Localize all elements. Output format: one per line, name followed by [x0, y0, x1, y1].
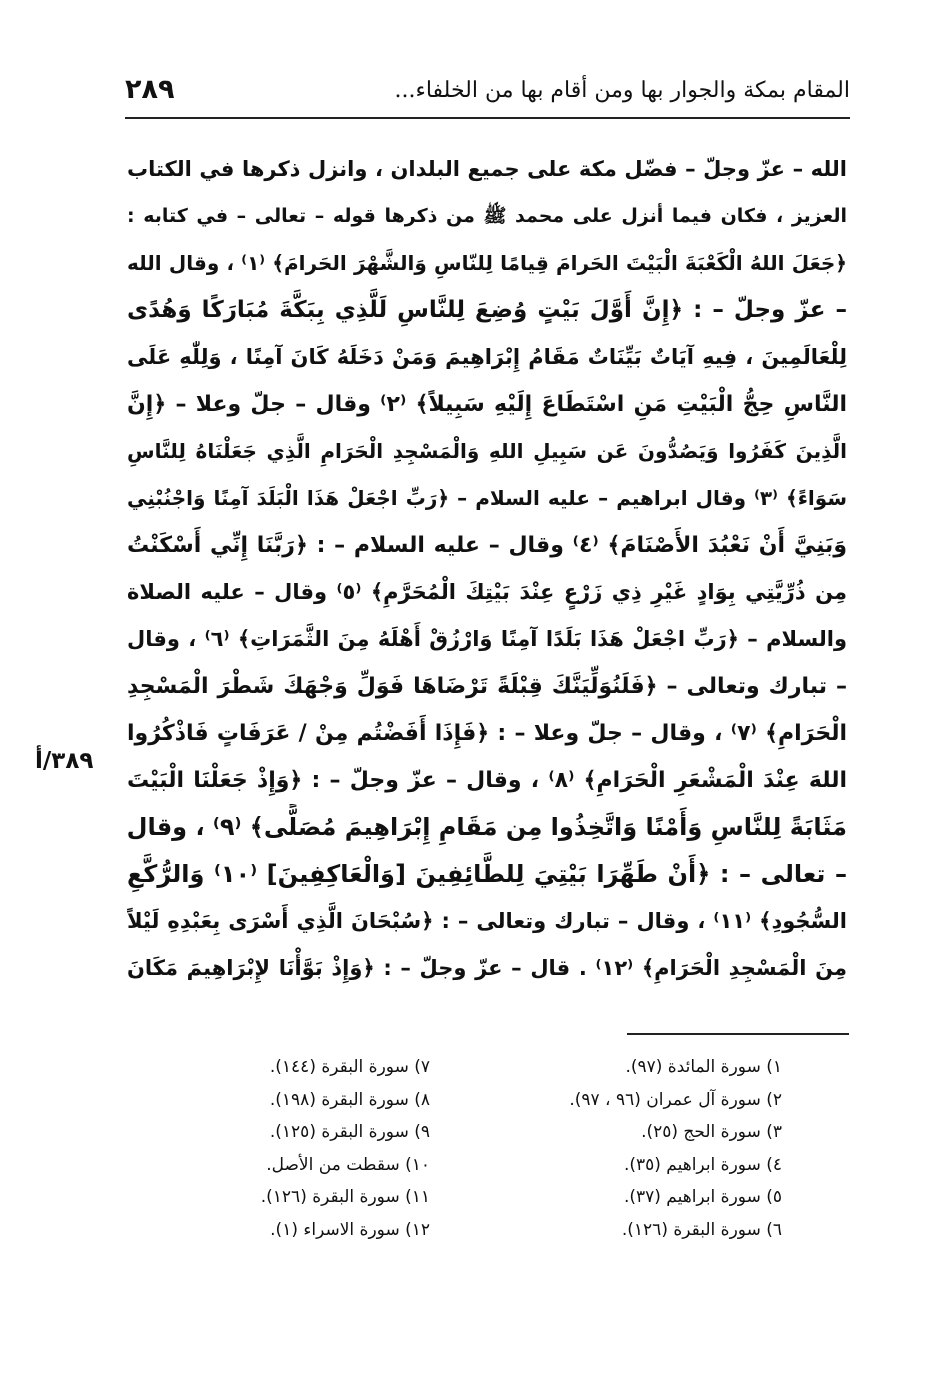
footnote: ١) سورة المائدة (٩٧). — [625, 1057, 782, 1077]
running-title: المقام بمكة والجوار بها ومن أقام بها من الخلفاء... — [394, 78, 850, 103]
footnote: ٦) سورة البقرة (١٢٦). — [621, 1219, 782, 1240]
text-line: العزيز ، فكان فيما أنزل على محمد ﷺ من ذكرها قوله – تعالى – في كتابه : — [127, 205, 847, 227]
main-text — [127, 146, 847, 992]
text-line: – تعالى – : ﴿أَنْ طَهِّرَا بَيْتِيَ لِلطَّائِفِينَ [وَالْعَاكِفِينَ] ⁽١٠⁾ وَالرُّكَّعِ — [127, 860, 847, 888]
text-line: سَوَاءً﴾ ⁽٣⁾ وقال ابراهيم – عليه السلام – ﴿رَبِّ اجْعَلْ هَذَا الْبَلَدَ آمِنًا وَاجْنُبْنِي — [127, 486, 847, 510]
page-number: ٢٨٩ — [125, 74, 175, 105]
footnote: ٨) سورة البقرة (١٩٨). — [269, 1089, 430, 1110]
footnote: ٤) سورة ابراهيم (٣٥). — [623, 1154, 782, 1175]
text-line: مَثَابَةً لِلنَّاسِ وَأَمْنًا وَاتَّخِذُوا مِن مَقَامِ إِبْرَاهِيمَ مُصَلًّى﴾ ⁽٩⁾ ، وقال — [127, 813, 847, 841]
text-line: اللهَ عِنْدَ الْمَشْعَرِ الْحَرَامِ﴾ ⁽٨⁾ ، وقال – عزّ وجلّ – : ﴿وَإِذْ جَعَلْنَا الْبَيْتَ — [127, 768, 847, 793]
text-line: والسلام – ﴿رَبِّ اجْعَلْ هَذَا بَلَدًا آمِنًا وَارْزُقْ أَهْلَهُ مِنَ الثَّمَرَاتِ﴾ ⁽٦⁾ ، وقال — [127, 627, 847, 651]
text-line: الَّذِينَ كَفَرُوا وَيَصُدُّونَ عَن سَبِيلِ اللهِ وَالْمَسْجِدِ الْحَرَامِ الَّذِي جَعَلْنَاهُ لِلنَّاسِ — [127, 439, 847, 463]
manuscript-folio-marker: ٣٨٩/أ — [35, 748, 94, 774]
text-line: الْحَرَامِ﴾ ⁽٧⁾ ، وقال – جلّ وعلا – : ﴿فَإِذَا أَفَضْتُم مِنْ / عَرَفَاتٍ فَاذْكُرُوا — [127, 721, 847, 746]
footnote: ١٠) سقطت من الأصل. — [266, 1154, 430, 1175]
running-header — [125, 68, 850, 114]
text-line: مِنَ الْمَسْجِدِ الْحَرَامِ﴾ ⁽١٢⁾ . قال – عزّ وجلّ – : ﴿وَإِذْ بَوَّأْنَا لإِبْرَاهِيمَ مَكَانَ — [127, 956, 847, 980]
header-rule — [125, 117, 850, 119]
footnote: ٧) سورة البقرة (١٤٤). — [269, 1057, 430, 1077]
text-line: النَّاسِ حِجُّ الْبَيْتِ مَنِ اسْتَطَاعَ إِلَيْهِ سَبِيلاً﴾ ⁽٢⁾ وقال – جلّ وعلا – ﴿إِنَّ — [127, 392, 847, 417]
text-line: الله – عزّ وجلّ – فضّل مكة على جميع البلدان ، وانزل ذكرها في الكتاب — [127, 157, 847, 181]
text-line: – تبارك وتعالى – ﴿فَلَنُوَلِّيَنَّكَ قِبْلَةً تَرْضَاهَا فَوَلِّ وَجْهَكَ شَطْرَ الْمَسْجِدِ — [127, 674, 847, 699]
text-line: مِن ذُرِّيَّتِي بِوَادٍ غَيْرِ ذِي زَرْعٍ عِنْدَ بَيْتِكَ الْمُحَرَّمِ﴾ ⁽٥⁾ وقال – عليه الصلاة — [127, 580, 847, 604]
text-line: ﴿جَعَلَ اللهُ الْكَعْبَةَ الْبَيْتَ الحَرامَ قِيامًا لِلنّاسِ وَالشَّهْرَ الحَرامَ﴾ ⁽١⁾ ، وقال الله — [127, 251, 847, 275]
footnote: ١٢) سورة الاسراء (١). — [270, 1219, 430, 1240]
footnotes-left-column — [210, 1051, 430, 1246]
footnote: ٣) سورة الحج (٢٥). — [641, 1122, 782, 1142]
text-line: لِلْعَالَمِينَ ، فِيهِ آيَاتٌ بَيِّنَاتٌ مَقَامُ إِبْرَاهِيمَ وَمَنْ دَخَلَهُ كَانَ آمِنًا ، وَلِلّٰهِ عَلَى — [127, 345, 847, 369]
text-line: – عزّ وجلّ – : ﴿إِنَّ أَوَّلَ بَيْتٍ وُضِعَ لِلنَّاسِ لَلَّذِي بِبَكَّةَ مُبَارَكًا وَهُدًى — [127, 297, 847, 323]
footnote: ٢) سورة آل عمران (٩٦ ، ٩٧). — [569, 1089, 782, 1110]
footnote: ٥) سورة ابراهيم (٣٧). — [623, 1187, 782, 1207]
footnote: ٩) سورة البقرة (١٢٥). — [269, 1122, 430, 1142]
text-line: السُّجُودِ﴾ ⁽١١⁾ ، وقال – تبارك وتعالى – : ﴿سُبْحَانَ الَّذِي أَسْرَى بِعَبْدِهِ لَيْلاً — [127, 909, 847, 933]
footnotes-right-column — [522, 1051, 782, 1246]
footnote-separator — [627, 1033, 849, 1035]
text-line: وَبَنِيَّ أَنْ نَعْبُدَ الأَصْنَامَ﴾ ⁽٤⁾ وقال – عليه السلام – : ﴿رَبَّنَا إِنِّي أَسْكَنْتُ — [127, 533, 847, 558]
footnote: ١١) سورة البقرة (١٢٦). — [260, 1187, 430, 1207]
